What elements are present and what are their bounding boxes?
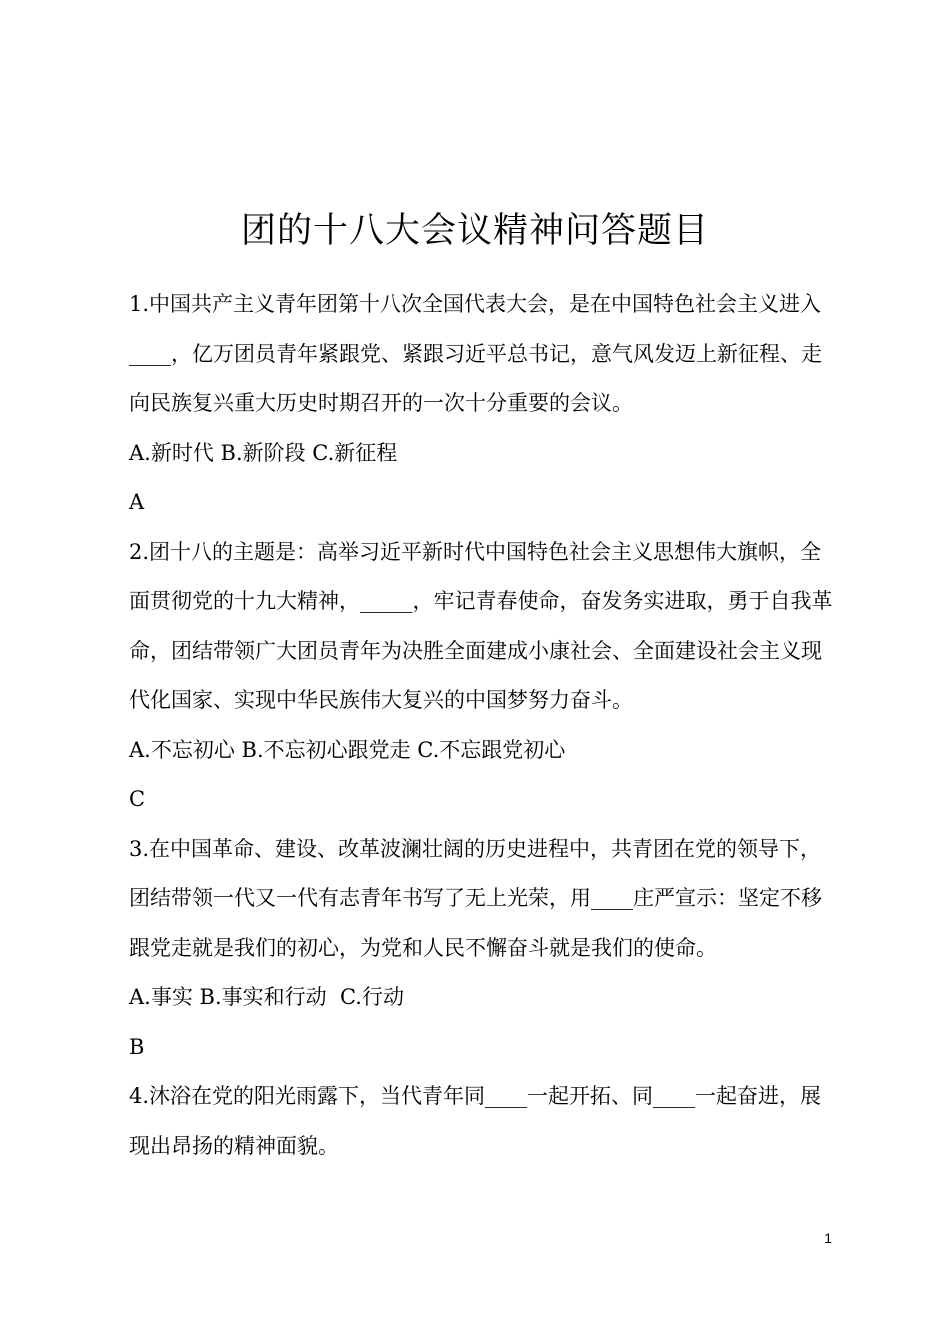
question-1-options: A.新时代 B.新阶段 C.新征程 [129,440,398,465]
question-1-text: 1.中国共产主义青年团第十八次全国代表大会，是在中国特色社会主义进入____，亿万团员青年紧跟党、紧跟习近平总书记，意气风发迈上新征程、走向民族复兴重大历史时期召开的一次十分重要的会议。 [129,292,822,415]
page-number: 1 [824,1230,832,1246]
question-4-text: 4.沐浴在党的阳光雨露下，当代青年同____一起开拓、同____一起奋进，展现出昂扬的精神面貌。 [129,1084,822,1158]
document-title: 团的十八大会议精神问答题目 [240,211,709,251]
question-3-answer: B [129,1034,145,1059]
question-3-text: 3.在中国革命、建设、改革波澜壮阔的历史进程中，共青团在党的领导下，团结带领一代又一代有志青年书写了无上光荣，用____庄严宣示：坚定不移跟党走就是我们的初心，为党和人民不懈奋斗就是我们的使命。 [129,836,822,960]
question-2-options: A.不忘初心 B.不忘初心跟党走 C.不忘跟党初心 [129,737,566,762]
document-body [129,280,837,1171]
question-2-answer: C [129,787,146,811]
question-1-answer: A [129,490,145,514]
question-3-options: A.事实 B.事实和行动 C.行动 [129,985,404,1009]
question-2-text: 2.团十八的主题是：高举习近平新时代中国特色社会主义思想伟大旗帜，全面贯彻党的十九大精神，_____，牢记青春使命，奋发务实进取，勇于自我革命，团结带领广大团员青年为决胜全面建成小康社会、全面建设社会主义现代化国家、实现中华民族伟大复兴的中国梦努力奋斗。 [129,539,833,712]
